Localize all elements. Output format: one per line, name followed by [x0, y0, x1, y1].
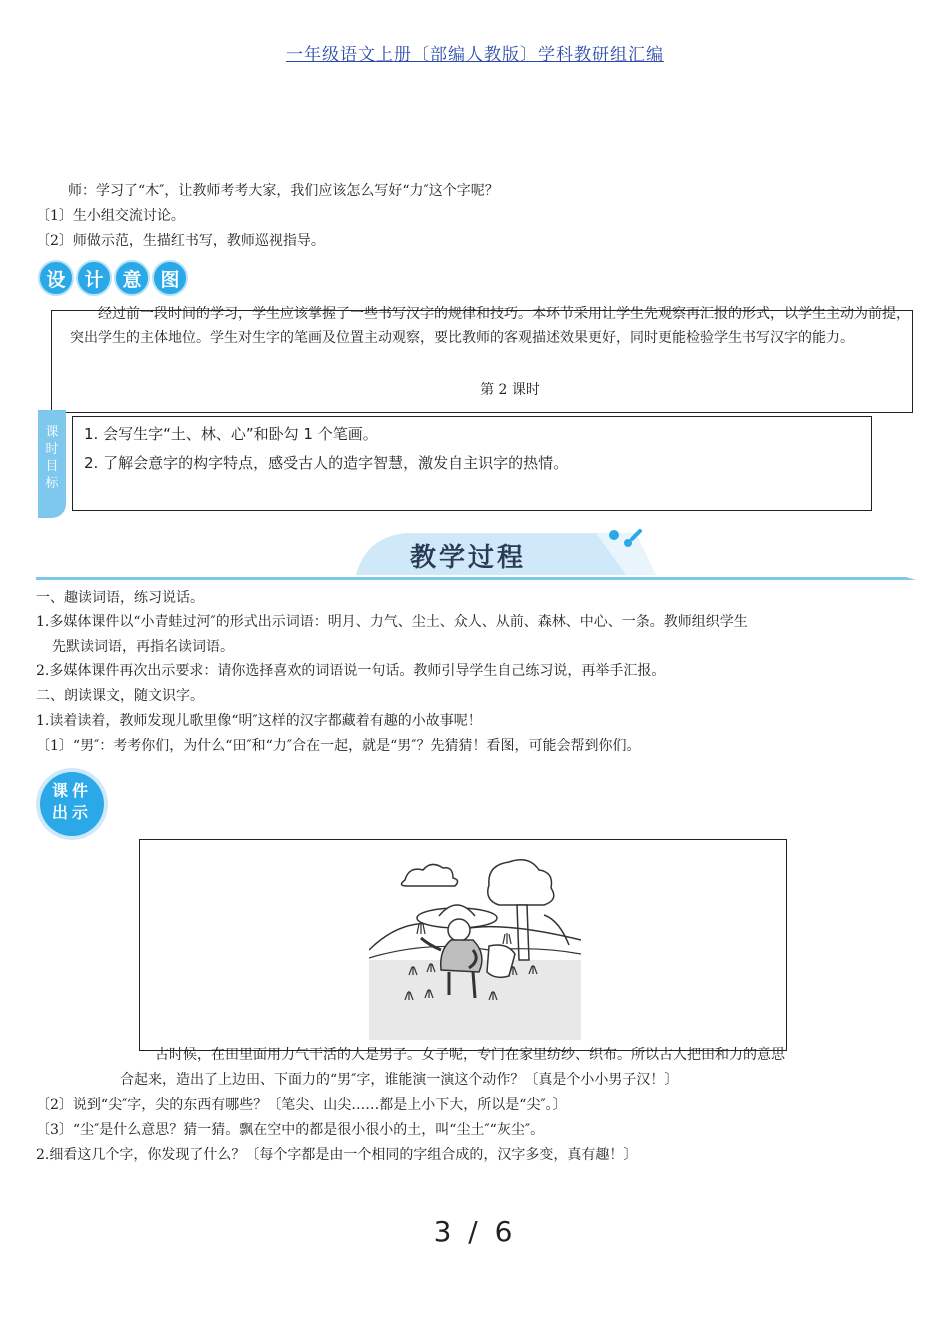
badge-char: 意 — [114, 260, 150, 296]
body-p4: 〔1〕“男″：考考你们，为什么“田″和“力″合在一起，就是“男″？先猜猜！看图，可能会帮到你们。 — [36, 738, 641, 754]
body-p3: 1.读着读着，教师发现儿歌里像“明″这样的汉字都藏着有趣的小故事呢！ — [36, 713, 482, 729]
document-header-link[interactable]: 一年级语文上册〔部编人教版〕学科教研组汇编 — [286, 45, 664, 65]
goals-tab-char: 目 — [45, 459, 59, 474]
courseware-badge — [36, 768, 108, 840]
goals-tab — [38, 410, 66, 518]
goals-tab-char: 时 — [45, 442, 59, 457]
intro-line-2: 〔1〕生小组交流讨论。 — [36, 208, 185, 224]
farmer-illustration — [369, 850, 581, 1040]
badge-char: 设 — [38, 260, 74, 296]
design-intent-badge — [38, 260, 188, 296]
intro-line-1: 师：学习了“木″，让教师考考大家，我们应该怎么写好“力″这个字呢？ — [68, 183, 499, 199]
goals-tab-char: 标 — [45, 476, 59, 491]
intro-line-3: 〔2〕师做示范，生描红书写，教师巡视指导。 — [36, 233, 325, 249]
section-1-heading: 一、趣读词语，练习说话。 — [36, 590, 204, 606]
question-3: 〔3〕“尘″是什么意思？猜一猜。飘在空中的都是很小很小的土，叫“尘土″“灰尘″。 — [36, 1122, 545, 1138]
page-number: 3 / 6 — [433, 1215, 517, 1248]
body-p1b: 先默读词语，再指名读词语。 — [52, 639, 234, 655]
badge-char: 出 — [51, 803, 72, 822]
goal-item-2: 2. 了解会意字的构字特点，感受古人的造字智慧，激发自主识字的热情。 — [84, 454, 569, 472]
section-2-heading: 二、朗读课文，随文识字。 — [36, 688, 204, 704]
design-intent-text: 经过前一段时间的学习，学生应该掌握了一些书写汉字的规律和技巧。本环节采用让学生先观察再汇报的形式，以学生主动为前提，突出学生的主体地位。学生对生字的笔画及位置主动观察，要比教师的客观描述效果更好，同时更能检验学生书写汉字的能力。 — [70, 306, 910, 346]
goal-item-1: 1. 会写生字“土、林、心”和卧勾 1 个笔画。 — [84, 425, 378, 443]
badge-char: 课 — [51, 781, 72, 800]
body-p1a: 1.多媒体课件以“小青蛙过河″的形式出示词语：明月、力气、尘土、众人、从前、森林、中心、一条。教师组织学生 — [36, 614, 748, 630]
badge-char: 示 — [72, 803, 93, 822]
badge-char: 图 — [152, 260, 188, 296]
figure-caption-b: 合起来，造出了上边田、下面力的“男″字，谁能演一演这个动作？〔真是个小小男子汉！〕 — [120, 1072, 679, 1088]
badge-char: 计 — [76, 260, 112, 296]
question-2: 〔2〕说到“尖″字，尖的东西有哪些？〔笔尖、山尖……都是上小下大，所以是“尖″。〕 — [36, 1097, 567, 1113]
goals-tab-char: 课 — [45, 425, 59, 440]
badge-char: 件 — [72, 781, 93, 800]
lesson-label: 第 2 课时 — [480, 382, 540, 398]
figure-caption-a: 古时候，在田里面用力气干活的人是男子。女子呢，专门在家里纺纱、织布。所以古人把田和力的意思 — [155, 1047, 785, 1063]
body-p2: 2.多媒体课件再次出示要求：请你选择喜欢的词语说一句话。教师引导学生自己练习说，再举手汇报。 — [36, 663, 666, 679]
question-4: 2.细看这几个字，你发现了什么？〔每个字都是由一个相同的字组合成的，汉字多变，真有趣！〕 — [36, 1147, 638, 1163]
process-banner-title: 教学过程 — [410, 543, 527, 573]
